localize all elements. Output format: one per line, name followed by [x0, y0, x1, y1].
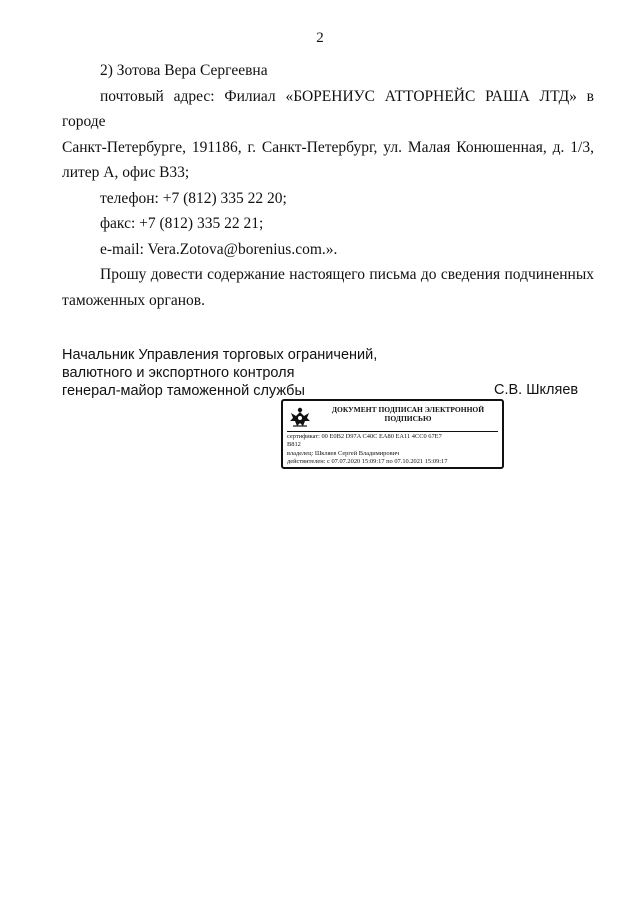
recipient-name: 2) Зотова Вера Сергеевна [100, 62, 268, 79]
validity-line: действителен: с 07.07.2020 15:09:17 по 07.10.2021 15:09:17 [287, 458, 448, 466]
request-line-2: таможенных органов. [62, 291, 206, 309]
postal-address-line-2: Санкт-Петербурге, 191186, г. Санкт-Петербург, ул. Малая Конюшенная, д. 1/3, [62, 138, 594, 156]
signer-name: С.В. Шкляев [494, 382, 579, 398]
position-line-1: Начальник Управления торговых ограничений, [62, 347, 378, 363]
position-line-3: генерал-майор таможенной службы [62, 383, 305, 399]
request-line-1: Прошу довести содержание настоящего письма до сведения подчиненных [100, 266, 594, 283]
certificate-line-2: B812 [287, 441, 301, 449]
postal-address-line-3: литер А, офис В33; [62, 164, 190, 181]
page-number: 2 [316, 30, 324, 46]
certificate-line-1: сертификат: 00 E0B2 D97A C40C EA80 EA11 4CC0 67E7 [287, 433, 442, 440]
postal-address-line-1: почтовый адрес: Филиал «БОРЕНИУС АТТОРНЕЙС РАША ЛТД» в городе [62, 87, 594, 130]
phone-line: телефон: +7 (812) 335 22 20; [100, 189, 287, 207]
electronic-signature-stamp [281, 399, 504, 469]
email-line: e-mail: Vera.Zotova@borenius.com.». [100, 240, 338, 258]
stamp-divider [287, 431, 498, 432]
owner-line: владелец: Шкляев Сергей Владимирович [287, 449, 400, 457]
fax-line: факс: +7 (812) 335 22 21; [100, 215, 264, 232]
stamp-details [287, 433, 500, 467]
customs-emblem-icon [287, 404, 313, 430]
stamp-title: ДОКУМЕНТ ПОДПИСАН ЭЛЕКТРОННОЙ ПОДПИСЬЮ [331, 405, 485, 423]
letter-body [62, 58, 594, 313]
position-line-2: валютного и экспортного контроля [62, 365, 295, 381]
